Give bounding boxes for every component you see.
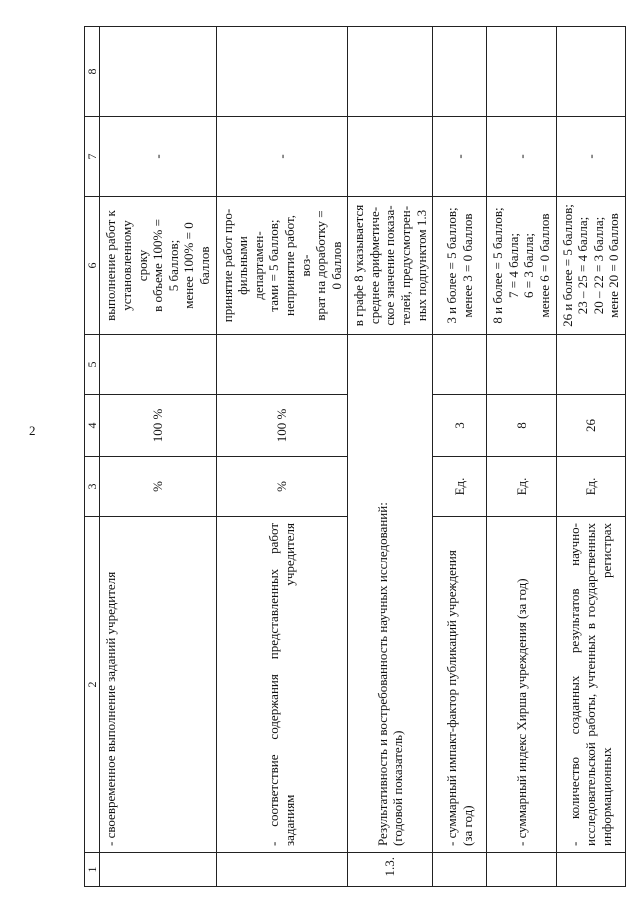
col7-cell: - <box>100 117 216 197</box>
scoring-rule: выполнение работ к установленному сроку в объеме 100% = 5 баллов; менее 100% = 0 баллов <box>100 197 216 335</box>
indicator-name: - своевременное выполнение заданий учредителя <box>100 517 216 853</box>
col7-cell: - <box>216 117 348 197</box>
column-number-row <box>85 27 100 887</box>
col8-cell <box>216 27 348 117</box>
scoring-rule: 8 и более = 5 баллов; 7 = 4 балла; 6 = 3 балла; менее 6 = 0 баллов <box>487 197 556 335</box>
unit-cell: Ед. <box>433 457 487 517</box>
page-number: 2 <box>29 423 36 438</box>
table-row <box>433 27 487 887</box>
row-number <box>216 853 348 887</box>
target-value: 8 <box>487 395 556 457</box>
col-header-8: 8 <box>85 27 100 117</box>
section-title: Результативность и востребованность научных исследований: (годовой показатель) <box>348 335 433 853</box>
row-number <box>433 853 487 887</box>
col8-cell <box>348 27 433 117</box>
col5-cell <box>433 335 487 395</box>
table-row <box>216 27 348 887</box>
col-header-2: 2 <box>85 517 100 853</box>
table-row-section <box>348 27 433 887</box>
col5-cell <box>100 335 216 395</box>
table-row <box>100 27 216 887</box>
rotated-table-wrapper <box>84 27 620 887</box>
indicator-name: - суммарный индекс Хирша учреждения (за год) <box>487 517 556 853</box>
col7-cell: - <box>433 117 487 197</box>
scoring-rule: в графе 8 указывается среднее арифметиче- ское значение показа- телей, предусмотрен- ных подпунктом 1.3 <box>348 197 433 335</box>
col8-cell <box>433 27 487 117</box>
col8-cell <box>487 27 556 117</box>
col7-cell: - <box>556 117 625 197</box>
unit-cell: Ед. <box>487 457 556 517</box>
col-header-6: 6 <box>85 197 100 335</box>
indicator-name: - суммарный импакт-фактор публикаций учреждения (за год) <box>433 517 487 853</box>
row-number <box>100 853 216 887</box>
target-value: 3 <box>433 395 487 457</box>
col-header-1: 1 <box>85 853 100 887</box>
col5-cell <box>216 335 348 395</box>
col-header-3: 3 <box>85 457 100 517</box>
col-header-4: 4 <box>85 395 100 457</box>
target-value: 26 <box>556 395 625 457</box>
table-row <box>487 27 556 887</box>
col8-cell <box>100 27 216 117</box>
target-value: 100 % <box>216 395 348 457</box>
indicator-name: - соответствие содержания представленных работ заданиям учредителя <box>216 517 348 853</box>
scoring-rule: 26 и более = 5 баллов; 23 – 25 = 4 балла; 20 – 22 = 3 балла; мене 20 = 0 баллов <box>556 197 625 335</box>
col-header-5: 5 <box>85 335 100 395</box>
target-value: 100 % <box>100 395 216 457</box>
row-number <box>487 853 556 887</box>
col8-cell <box>556 27 625 117</box>
unit-cell: % <box>216 457 348 517</box>
col5-cell <box>487 335 556 395</box>
col-header-7: 7 <box>85 117 100 197</box>
indicator-name: - количество созданных результатов научно-исследовательской работы, учтенных в государственных информационных регистрах <box>556 517 625 853</box>
scoring-rule: принятие работ про- фильными департамен- тами = 5 баллов; непринятие работ, воз- врат на доработку = 0 баллов <box>216 197 348 335</box>
col7-cell <box>348 117 433 197</box>
col7-cell: - <box>487 117 556 197</box>
unit-cell: Ед. <box>556 457 625 517</box>
scoring-rule: 3 и более = 5 баллов; менее 3 = 0 баллов <box>433 197 487 335</box>
col5-cell <box>556 335 625 395</box>
unit-cell: % <box>100 457 216 517</box>
row-number <box>556 853 625 887</box>
section-number: 1.3. <box>348 853 433 887</box>
table-row <box>556 27 625 887</box>
indicators-table <box>84 26 626 887</box>
